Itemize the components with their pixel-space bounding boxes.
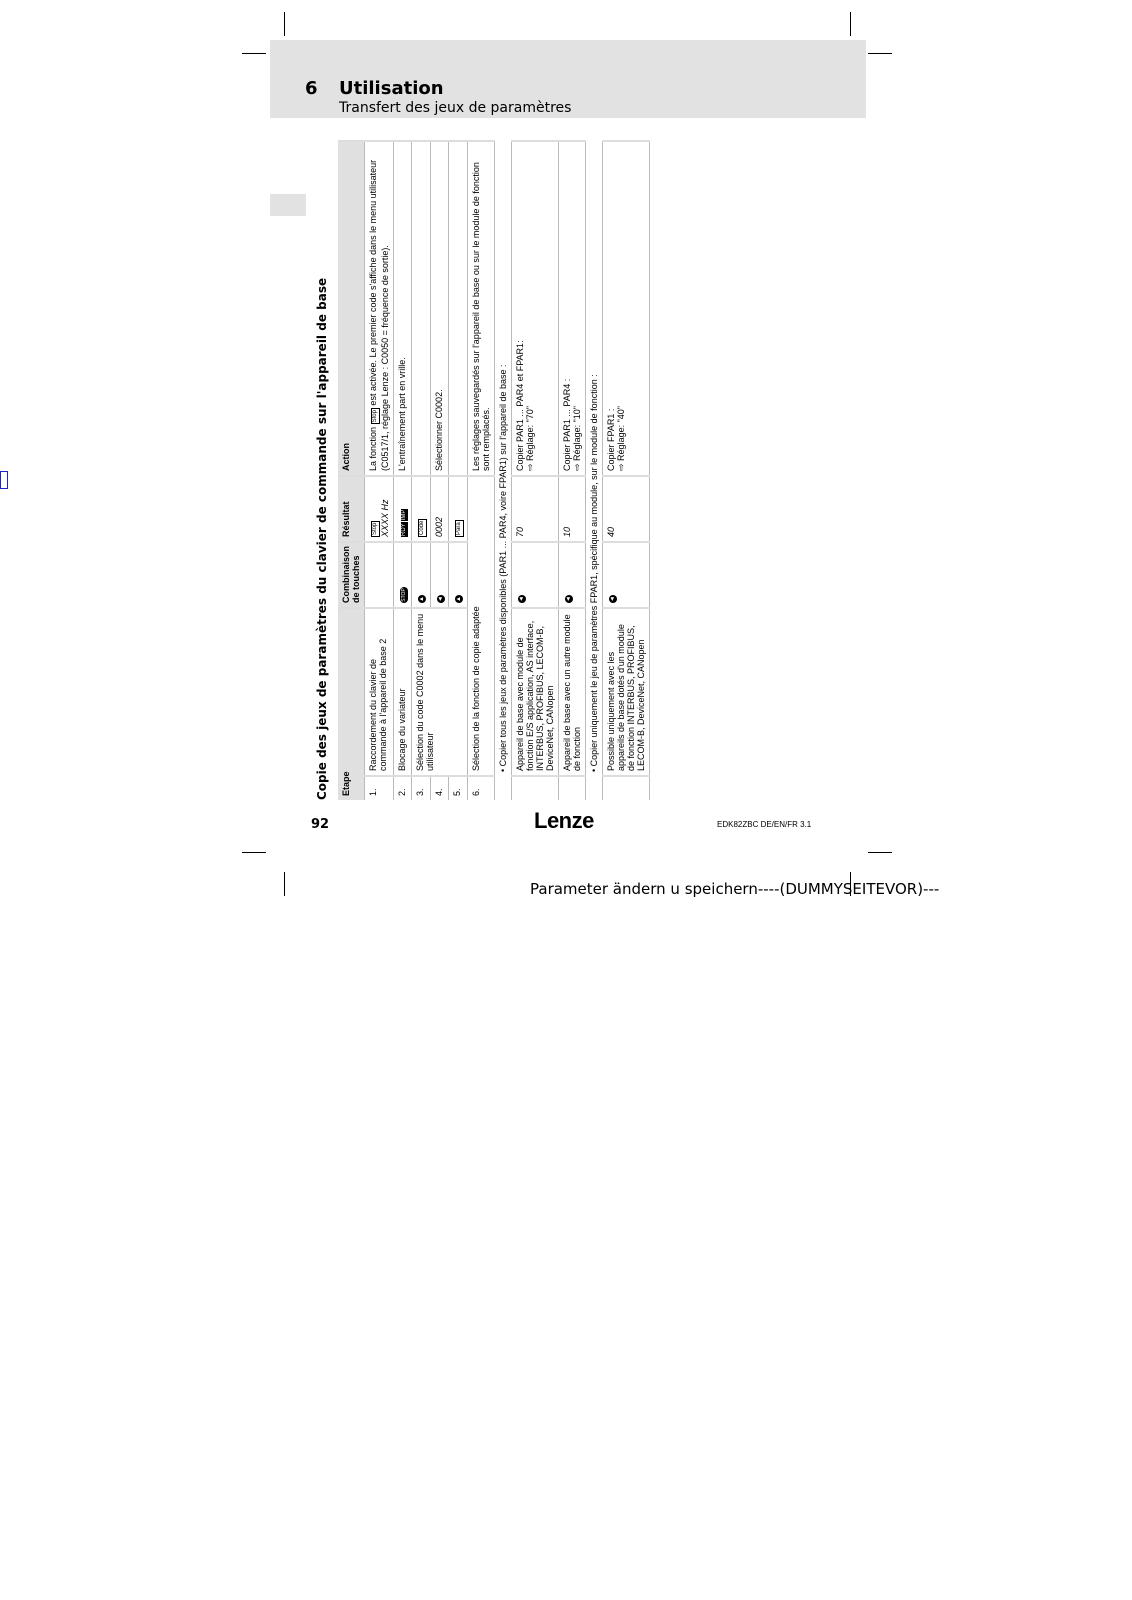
key-combination [559, 542, 586, 608]
imp-indicator-icon: IMP [401, 509, 407, 521]
result-value: 0002 [431, 476, 449, 542]
step-number: 6. [468, 776, 495, 800]
chapter-tab-marker [270, 194, 306, 216]
lcd-para-icon: Para [456, 522, 462, 535]
shift-key-icon: ◄ [519, 596, 525, 602]
empty-cell [586, 776, 603, 800]
table-row [586, 141, 603, 800]
step-number: 3. [412, 776, 431, 800]
crop-mark [868, 852, 892, 853]
lcd-stop-icon: Stop [372, 410, 378, 423]
page-number: 92 [311, 817, 330, 832]
stop-key-icon: STOP [401, 588, 407, 602]
result-cell [449, 476, 468, 542]
result-value: 10 [559, 476, 586, 542]
table-header-row [338, 141, 365, 800]
key-combination [449, 542, 468, 608]
empty-cell [512, 776, 559, 800]
table-row [365, 141, 394, 800]
step-label: Blocage du variateur [394, 608, 412, 776]
action-cell [559, 141, 586, 476]
copy-all-heading: • Copier tous les jeux de paramètres disponibles (PAR1 ... PAR4, voire FPAR1) sur l'appareil de base : [495, 141, 512, 776]
action-text [449, 141, 468, 476]
running-text: Parameter ändern u speichern----(DUMMYSEITEVOR)--- [530, 880, 940, 898]
up-key-icon: ▲ [456, 596, 462, 602]
action-line: Copier PAR1 ... PAR4 et FPAR1: [515, 340, 525, 471]
shift-key-icon: ◄ [566, 596, 572, 602]
shift-key-icon: ◄ [438, 596, 444, 602]
key-combination [412, 542, 431, 608]
crop-mark [868, 53, 892, 54]
selection-marker [0, 471, 8, 489]
action-text: Les réglages sauvegardés sur l'appareil de base ou sur le module de fonction sont remplacés. [468, 141, 495, 476]
lcd-stop-icon: Stop [372, 522, 378, 535]
table-row [412, 141, 431, 800]
step-number: 5. [449, 776, 468, 800]
action-text: est activée. Le premier code s'affiche dans le menu utilisateur (C0517/1, réglage Lenze : C0050 = fréquence de sortie). [368, 159, 390, 471]
copy-option-label: Appareil de base avec un autre module de fonction [559, 608, 586, 776]
table-row [394, 141, 412, 800]
key-combination [603, 542, 650, 608]
action-setting: ⇨ Réglage: "40" [616, 406, 626, 471]
result-value: 70 [512, 476, 559, 542]
action-text: Sélectionner C0002. [431, 141, 449, 476]
table-row [603, 141, 650, 800]
action-prefix: La fonction [368, 426, 378, 471]
empty-cell [495, 776, 512, 800]
column-header-action: Action [338, 141, 365, 476]
action-cell [512, 141, 559, 476]
step-number: 2. [394, 776, 412, 800]
up-key-icon: ▲ [419, 596, 425, 602]
copy-option-label: Possible uniquement avec les appareils de base dotés d'un module de fonction INTERBUS, PROFIBUS, LECOM-B, DeviceNet, CANopen [603, 608, 650, 776]
step-label: Raccordement du clavier de commande à l'appareil de base 2 [365, 608, 394, 776]
empty-cell [559, 776, 586, 800]
key-combination [431, 542, 449, 608]
rdy-indicator-icon: RDY [401, 523, 407, 536]
action-text: L'entraînement part en vrille. [394, 141, 412, 476]
step-number: 4. [431, 776, 449, 800]
action-line: Copier FPAR1 : [606, 408, 616, 471]
action-cell [603, 141, 650, 476]
chapter-number: 6 [305, 78, 318, 99]
result-value: XXXX Hz [380, 499, 390, 537]
table-title: Copie des jeux de paramètres du clavier de commande sur l'appareil de base [315, 277, 329, 800]
lcd-code-icon: Code [419, 520, 425, 535]
key-combination [365, 542, 394, 608]
crop-mark [284, 12, 285, 36]
copy-fpar-heading: • Copier uniquement le jeu de paramètres FPAR1, spécifique au module, sur le module de fonction : [586, 141, 603, 776]
action-text [412, 141, 431, 476]
key-combination [512, 542, 559, 608]
column-header-result: Résultat [338, 476, 365, 542]
action-setting: ⇨ Réglage: "10" [572, 406, 582, 471]
shift-key-icon: ◄ [610, 596, 616, 602]
key-combination [394, 542, 412, 608]
step-number: 1. [365, 776, 394, 800]
parameter-copy-table [338, 140, 650, 800]
column-header-step: Etape [338, 608, 365, 800]
action-setting: ⇨ Réglage: "70" [525, 406, 535, 471]
section-title: Transfert des jeux de paramètres [339, 100, 572, 116]
crop-mark [242, 852, 266, 853]
table-row [559, 141, 586, 800]
result-value: 40 [603, 476, 650, 542]
column-header-keys: Combinaison de touches [338, 542, 365, 608]
copy-option-label: Appareil de base avec module de fonction E/S application, AS interface, INTERBUS, PROFIBUS, LECOM-B, DeviceNet, CANopen [512, 608, 559, 776]
lenze-logo: Lenze [534, 808, 594, 833]
rotated-table-block [310, 140, 758, 800]
action-line: Copier PAR1 ... PAR4 : [562, 378, 572, 471]
step-label: Sélection du code C0002 dans le menu utilisateur [412, 608, 468, 776]
chapter-title: Utilisation [339, 78, 444, 99]
document-id: EDK82ZBC DE/EN/FR 3.1 [717, 820, 812, 829]
crop-mark [850, 12, 851, 36]
step-label: Sélection de la fonction de copie adaptée [468, 476, 495, 776]
table-row [512, 141, 559, 800]
result-cell [365, 476, 394, 542]
crop-mark [242, 53, 266, 54]
action-cell [365, 141, 394, 476]
result-cell [412, 476, 431, 542]
result-cell [394, 476, 412, 542]
table-row [495, 141, 512, 800]
table-row [468, 141, 495, 800]
crop-mark [284, 872, 285, 896]
empty-cell [603, 776, 650, 800]
